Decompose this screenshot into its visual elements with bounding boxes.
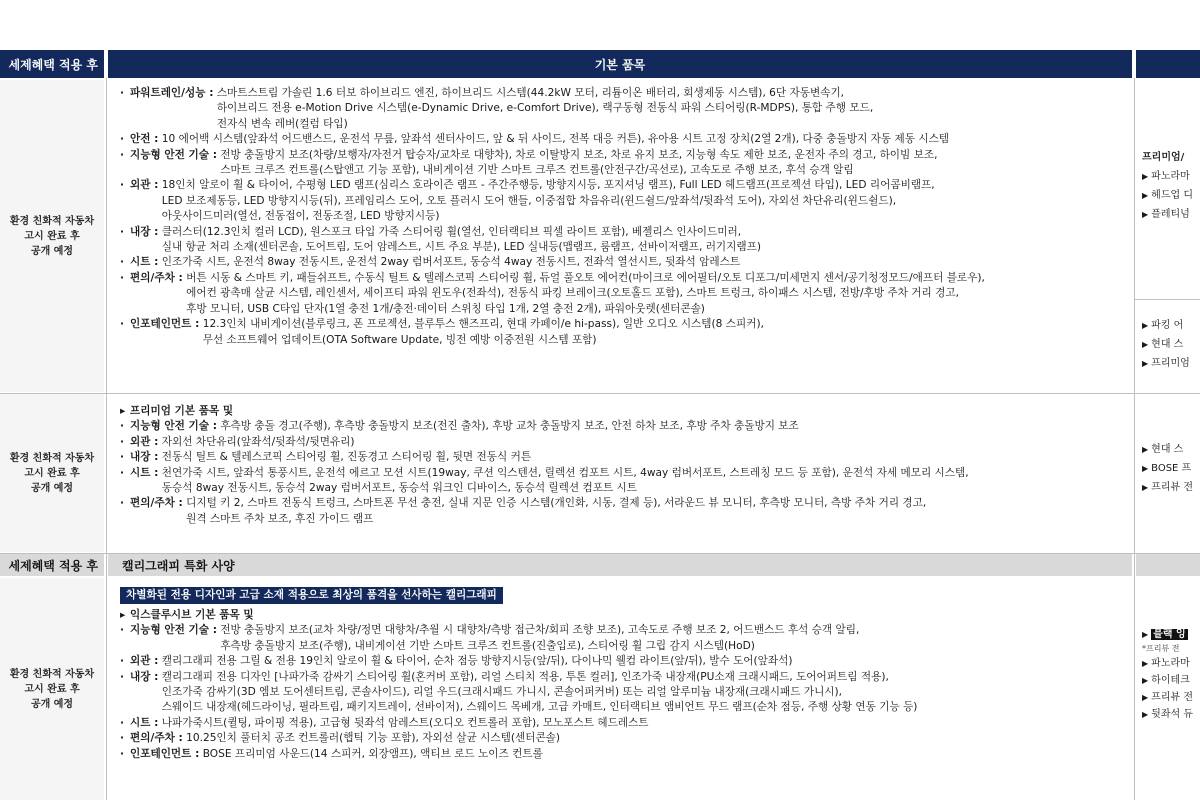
category-head: [120, 148, 220, 179]
spec-category: [120, 623, 1124, 654]
category-label: 인포테인먼트 :: [130, 747, 200, 760]
category-head: [120, 317, 203, 348]
spec-category: [120, 271, 1124, 317]
spec-category: [120, 670, 1124, 716]
bullet-dot: ·: [120, 133, 125, 146]
right-item: ▶ 파노라마: [1142, 658, 1190, 669]
right-item: ▶ 블랙 잉: [1142, 629, 1186, 640]
category-head: [120, 654, 162, 669]
spec-category: [120, 86, 1124, 132]
section1-right-upper: [1136, 80, 1200, 298]
spec-category: [120, 419, 1124, 434]
spec-line: 하이브리드 전용 e-Motion Drive 시스템(e-Dynamic Drive, e-Comfort Drive), 랙구동형 전동식 파워 스티어링(R-MDPS), 통합 주행 모드,: [216, 102, 874, 115]
category-label: 안전 :: [130, 133, 159, 146]
triangle-right-icon: ▸: [120, 609, 126, 621]
category-label: 시트 :: [130, 716, 159, 729]
spec-category: [120, 466, 1124, 497]
section1-left-cell: [0, 80, 104, 392]
spec-line: 12.3인치 내비게이션(블루링크, 폰 프로젝션, 블루투스 핸즈프리, 현대 카페이/e hi-pass), 일반 오디오 시스템(8 스피커),: [202, 318, 764, 331]
category-label: 내장 :: [130, 670, 159, 683]
left-line: 공개 예정: [30, 245, 74, 257]
category-head: [120, 255, 162, 270]
right-note: *프리뷰 전: [1142, 644, 1180, 653]
category-body: [186, 731, 1124, 746]
spec-category: [120, 654, 1124, 669]
spec-line: 전자식 변속 레버(컬럼 타입): [216, 117, 348, 130]
spec-line: 클러스터(12.3인치 컬러 LCD), 원스포크 타입 가죽 스티어링 휠(열선, 인터랙티브 픽셀 라이트 포함), 베젤리스 인사이드미러,: [161, 225, 742, 238]
spec-line: 인조가죽 시트, 운전석 8way 전동시트, 운전석 2way 럼버서포트, 동승석 4way 전동시트, 전좌석 열선시트, 뒷좌석 암레스트: [161, 256, 741, 269]
category-label: 파워트레인/성능 :: [130, 87, 214, 99]
bullet-dot: ·: [120, 87, 125, 99]
column-divider: [106, 78, 107, 800]
spec-line: 에어컨 광촉매 살균 시스템, 레인센서, 세이프티 파워 윈도우(전좌석), 전동식 파킹 브레이크(오토홀드 포함), 스마트 트렁크, 하이패스 시스템, 전방/후방 주차 거리 경고,: [186, 287, 959, 300]
spec-line: 후측방 충돌 경고(주행), 후측방 충돌방지 보조(전진 출차), 후방 교차 충돌방지 보조, 안전 하차 보조, 후방 주차 충돌방지 보조: [220, 420, 799, 433]
category-body: [162, 716, 1124, 731]
left-line: 환경 친화적 자동차: [9, 668, 95, 680]
triangle-right-icon: ▶: [1142, 659, 1149, 668]
section3-main-cell: [108, 578, 1132, 800]
header-left-cell: [0, 50, 104, 78]
left-line: 고시 완료 후: [24, 230, 80, 242]
spec-line: BOSE 프리미엄 사운드(14 스피커, 외장앰프), 액티브 로드 노이즈 컨트롤: [202, 747, 543, 760]
row-divider: [0, 393, 1200, 394]
spec-category: [120, 747, 1124, 762]
category-head: [120, 466, 162, 497]
category-label: 편의/주차 :: [130, 497, 183, 510]
section3-left-cell: [0, 578, 104, 800]
spec-category: [120, 317, 1124, 348]
category-head: [120, 731, 186, 746]
bullet-dot: ·: [120, 148, 125, 161]
triangle-right-icon: ▶: [1142, 340, 1149, 349]
spec-line: 18인치 알로이 휠 & 타이어, 수평형 LED 램프(심리스 호라이즌 램프 - 주간주행등, 방향지시등, 포지셔닝 램프), Full LED 헤드램프(프로젝션 타입), LED 리어콤비램프,: [161, 179, 935, 192]
category-body: [162, 670, 1124, 716]
category-body: [162, 225, 1124, 256]
column-divider: [1134, 78, 1135, 800]
left-line: 고시 완료 후: [24, 683, 80, 695]
bullet-dot: ·: [120, 271, 125, 284]
triangle-right-icon: ▶: [1142, 464, 1149, 473]
left-line: 공개 예정: [30, 698, 74, 710]
subheader-right-cell: [1136, 554, 1200, 576]
spec-category: [120, 435, 1124, 450]
category-body: [162, 654, 1124, 669]
bullet-dot: ·: [120, 624, 125, 637]
category-head: [120, 178, 162, 224]
triangle-right-icon: ▶: [1142, 359, 1149, 368]
spec-line: LED 보조제동등, LED 방향지시등(뒤), 프레임리스 도어, 오토 플러시 도어 핸들, 이중접합 차음유리(윈드쉴드/앞좌석/뒷좌석 도어), 자외선 차단유리(윈드쉴드),: [161, 194, 897, 207]
triangle-right-icon: ▶: [1142, 445, 1149, 454]
right-item: ▶ 헤드업 디: [1142, 190, 1193, 201]
header-main-label: 기본 품목: [594, 57, 646, 72]
section-banner: 차별화된 전용 디자인과 고급 소재 적용으로 최상의 품격을 선사하는 캘리그래피: [120, 587, 503, 604]
right-item: ▶ 뒷좌석 듀: [1142, 709, 1193, 720]
category-label: 내장 :: [130, 451, 159, 464]
spec-line: 전동식 틸트 & 텔레스코픽 스티어링 휠, 진동경고 스티어링 휠, 뒷면 전동식 커튼: [161, 451, 532, 464]
section1-right-lower: [1136, 300, 1200, 392]
spec-line: 나파가죽시트(퀼팅, 파이핑 적용), 고급형 뒷좌석 암레스트(오디오 컨트롤러 포함), 모노포스트 헤드레스트: [161, 716, 649, 729]
spec-category: [120, 731, 1124, 746]
category-label: 시트 :: [130, 256, 159, 269]
spec-line: 동승석 8way 전동시트, 동승석 2way 럼버서포트, 동승석 워크인 디바이스, 동승석 릴렉션 컴포트 시트: [161, 482, 638, 495]
category-body: [186, 496, 1124, 527]
spec-line: 10.25인치 풀터치 공조 컨트롤러(햅틱 기능 포함), 자외선 살균 시스템(센터콘솔): [186, 732, 561, 745]
triangle-right-icon: ▸: [120, 405, 126, 417]
category-head: [120, 225, 162, 256]
triangle-right-icon: ▶: [1142, 210, 1149, 219]
category-body: [203, 317, 1124, 348]
bullet-dot: ·: [120, 451, 125, 464]
bullet-dot: ·: [120, 732, 125, 745]
spec-line: 무선 소프트웨어 업데이트(OTA Software Update, 빙전 예방 이중전원 시스템 포함): [202, 333, 597, 346]
right-item: ▶ BOSE 프: [1142, 463, 1192, 474]
triangle-right-icon: ▶: [1142, 710, 1149, 719]
right-item: ▶ 플레티넘: [1142, 209, 1190, 220]
category-head: [120, 132, 162, 147]
category-body: [162, 132, 1124, 147]
row-divider: [1134, 299, 1200, 300]
spec-line: 원격 스마트 주차 보조, 후진 가이드 램프: [186, 512, 374, 525]
category-label: 외관 :: [130, 435, 159, 448]
right-item: ▶ 파킹 어: [1142, 320, 1184, 331]
left-line: 환경 친화적 자동차: [9, 452, 95, 464]
right-item: ▶ 현대 스: [1142, 339, 1184, 350]
subheader-main-label: 캘리그래피 특화 사양: [122, 558, 235, 573]
header-main-cell: [108, 50, 1132, 78]
triangle-right-icon: ▶: [1142, 693, 1149, 702]
triangle-right-icon: ▶: [1142, 321, 1149, 330]
subheader-left-label: 세제혜택 적용 후: [8, 558, 98, 573]
category-head: [120, 496, 186, 527]
right-item: ▶ 현대 스: [1142, 444, 1184, 455]
bullet-dot: ·: [120, 716, 125, 729]
bullet-dot: ·: [120, 466, 125, 479]
row-divider: [0, 553, 1200, 554]
bullet-dot: ·: [120, 497, 125, 510]
category-body: [186, 271, 1124, 317]
category-head: [120, 670, 162, 716]
subheader-main-cell: [108, 554, 1132, 576]
bullet-dot: ·: [120, 318, 125, 331]
category-head: [120, 747, 203, 762]
category-head: [120, 86, 217, 132]
bullet-dot: ·: [120, 670, 125, 683]
right-item: ▶ 파노라마: [1142, 171, 1190, 182]
bullet-dot: ·: [120, 420, 125, 433]
right-item: ▶ 프리뷰 전: [1142, 692, 1193, 703]
bullet-dot: ·: [120, 655, 125, 668]
category-body: [203, 747, 1124, 762]
spec-line: 스마트스트림 가솔린 1.6 터보 하이브리드 엔진, 하이브리드 시스템(44.2kW 모터, 리튬이온 배터리, 회생제동 시스템), 6단 자동변속기,: [216, 87, 845, 99]
category-body: [220, 623, 1124, 654]
category-label: 편의/주차 :: [130, 271, 183, 284]
header-right-cell: [1136, 50, 1200, 78]
category-body: [220, 148, 1124, 179]
spec-line: 캘리그래피 전용 그릴 & 전용 19인치 알로이 휠 & 타이어, 순차 점등 방향지시등(앞/뒤), 다이나믹 웰컴 라이트(앞/뒤), 발수 도어(앞좌석): [161, 655, 793, 668]
spec-category: [120, 178, 1124, 224]
left-line: 고시 완료 후: [24, 467, 80, 479]
category-body: [162, 255, 1124, 270]
triangle-right-icon: ▶: [1142, 676, 1149, 685]
spec-line: 10 에어백 시스템(앞좌석 어드밴스드, 운전석 무릎, 앞좌석 센터사이드, 앞 & 뒤 사이드, 전복 대응 커튼), 유아용 시트 고정 장치(2열 2개), 다중 충돌방지 자동 제동 시스템: [161, 133, 950, 146]
category-label: 지능형 안전 기술 :: [130, 420, 217, 433]
category-label: 시트 :: [130, 466, 159, 479]
right-item: ▶ 프리미엄: [1142, 358, 1190, 369]
category-label: 외관 :: [130, 655, 159, 668]
category-head: [120, 271, 186, 317]
spec-line: 천연가죽 시트, 앞좌석 통풍시트, 운전석 에르고 모션 시트(19way, 쿠션 익스텐션, 릴렉션 컴포트 시트, 4way 럼버서포트, 스트레칭 모드 등 포함), 운전석 자세 메모리 시스템,: [161, 466, 969, 479]
spec-category: [120, 716, 1124, 731]
spec-line: 후측방 충돌방지 보조(주행), 내비게이션 기반 스마트 크루즈 컨트롤(진출입로), 스티어링 휠 그립 감지 시스템(HoD): [220, 639, 755, 652]
category-head: [120, 716, 162, 731]
section1-main-cell: [108, 80, 1132, 392]
spec-category: [120, 148, 1124, 179]
spec-line: 전방 충돌방지 보조(차량/보행자/자전거 탑승자/교차로 대향차), 차로 이탈방지 보조, 차로 유지 보조, 지능형 속도 제한 보조, 운전자 주의 경고, 하이빔 보조,: [220, 148, 938, 161]
right-item-premium: 프리미엄/: [1142, 152, 1185, 163]
subheader-left-cell: [0, 554, 104, 576]
bullet-dot: ·: [120, 225, 125, 238]
category-label: 지능형 안전 기술 :: [130, 148, 217, 161]
section2-right-cell: [1136, 394, 1200, 552]
header-left-label: 세제혜택 적용 후: [8, 57, 98, 72]
section-intro: [120, 608, 1124, 623]
bullet-dot: ·: [120, 256, 125, 269]
intro-label: 프리미엄 기본 품목 및: [130, 405, 234, 417]
spec-line: 후방 모니터, USB C타입 단자(1열 충전 1개/충전·데이터 스위칭 타입 1개, 2열 충전 2개), 파워아웃렛(센터콘솔): [186, 302, 705, 315]
section2-left-cell: [0, 394, 104, 552]
bullet-dot: ·: [120, 747, 125, 760]
category-body: [217, 86, 1124, 132]
category-body: [162, 435, 1124, 450]
category-label: 인포테인먼트 :: [130, 318, 200, 331]
left-line: 환경 친화적 자동차: [9, 215, 95, 227]
category-body: [220, 419, 1124, 434]
spec-category: [120, 255, 1124, 270]
spec-line: 스마트 크루즈 컨트롤(스탑앤고 기능 포함), 내비게이션 기반 스마트 크루즈 컨트롤(안전구간/곡선로), 고속도로 주행 보조, 후석 승객 알림: [220, 164, 854, 177]
spec-line: 디지털 키 2, 스마트 전동식 트렁크, 스마트폰 무선 충전, 실내 지문 인증 시스템(개인화, 시동, 결제 등), 서라운드 뷰 모니터, 후측방 모니터, 측방 주차 거리 경고,: [186, 497, 927, 510]
spec-category: [120, 496, 1124, 527]
triangle-right-icon: ▶: [1142, 630, 1149, 639]
spec-line: 전방 충돌방지 보조(교차 차량/정면 대향차/추월 시 대향차/측방 접근차/회피 조향 보조), 고속도로 주행 보조 2, 어드밴스드 후석 승객 알림,: [220, 624, 860, 637]
category-head: [120, 450, 162, 465]
left-line: 공개 예정: [30, 482, 74, 494]
section3-right-cell: [1136, 578, 1200, 800]
section2-main-cell: [108, 394, 1132, 552]
spec-line: 캘리그래피 전용 디자인 [나파가죽 감싸기 스티어링 휠(혼커버 포함), 리얼 스티치 적용, 투톤 컬러], 인조가죽 내장재(PU소재 크래시패드, 도어어퍼트림 적용),: [161, 670, 889, 683]
right-item: ▶ 하이테크: [1142, 675, 1190, 686]
spec-line: 자외선 차단유리(앞좌석/뒷좌석/뒷면유리): [161, 435, 355, 448]
bullet-dot: ·: [120, 179, 125, 192]
category-body: [162, 450, 1124, 465]
spec-category: [120, 132, 1124, 147]
category-label: 외관 :: [130, 179, 159, 192]
section-intro: [120, 404, 1124, 419]
spec-line: 스웨이드 내장재(헤드라이닝, 필라트림, 패키지트레이, 선바이저), 스웨이드 목베개, 고급 카매트, 인터랙티브 앰비언트 무드 램프(순차 점등, 주행 상황 연동 기능 등): [161, 701, 918, 714]
spec-line: 아웃사이드미러(열선, 전동접이, 전동조절, LED 방향지시등): [161, 210, 440, 223]
triangle-right-icon: ▶: [1142, 483, 1149, 492]
category-label: 내장 :: [130, 225, 159, 238]
category-head: [120, 419, 220, 434]
bullet-dot: ·: [120, 435, 125, 448]
spec-line: 버튼 시동 & 스마트 키, 패들쉬프트, 수동식 틸트 & 텔레스코픽 스티어링 휠, 듀얼 풀오토 에어컨(마이크로 에어필터/오토 디포그/미세먼지 센서/공기청정모드/애프터 블로우),: [186, 271, 985, 284]
category-head: [120, 623, 220, 654]
category-head: [120, 435, 162, 450]
spec-line: 인조가죽 감싸기(3D 엠보 도어센터트림, 콘솔사이드), 리얼 우드(크래시패드 가니시, 콘솔어퍼커버) 또는 리얼 알루미늄 내장재(크래시패드 가니시),: [161, 686, 843, 699]
spec-category: [120, 225, 1124, 256]
intro-label: 익스클루시브 기본 품목 및: [130, 609, 254, 621]
triangle-right-icon: ▶: [1142, 172, 1149, 181]
category-body: [162, 178, 1124, 224]
category-label: 지능형 안전 기술 :: [130, 624, 217, 637]
category-label: 편의/주차 :: [130, 732, 183, 745]
spec-category: [120, 450, 1124, 465]
right-item: ▶ 프리뷰 전: [1142, 482, 1193, 493]
category-body: [162, 466, 1124, 497]
spec-line: 실내 항균 처리 소재(센터콘솔, 도어트림, 도어 암레스트, 시트 주요 부분), LED 실내등(맵램프, 룸램프, 선바이저램프, 러기지램프): [161, 241, 761, 254]
triangle-right-icon: ▶: [1142, 191, 1149, 200]
